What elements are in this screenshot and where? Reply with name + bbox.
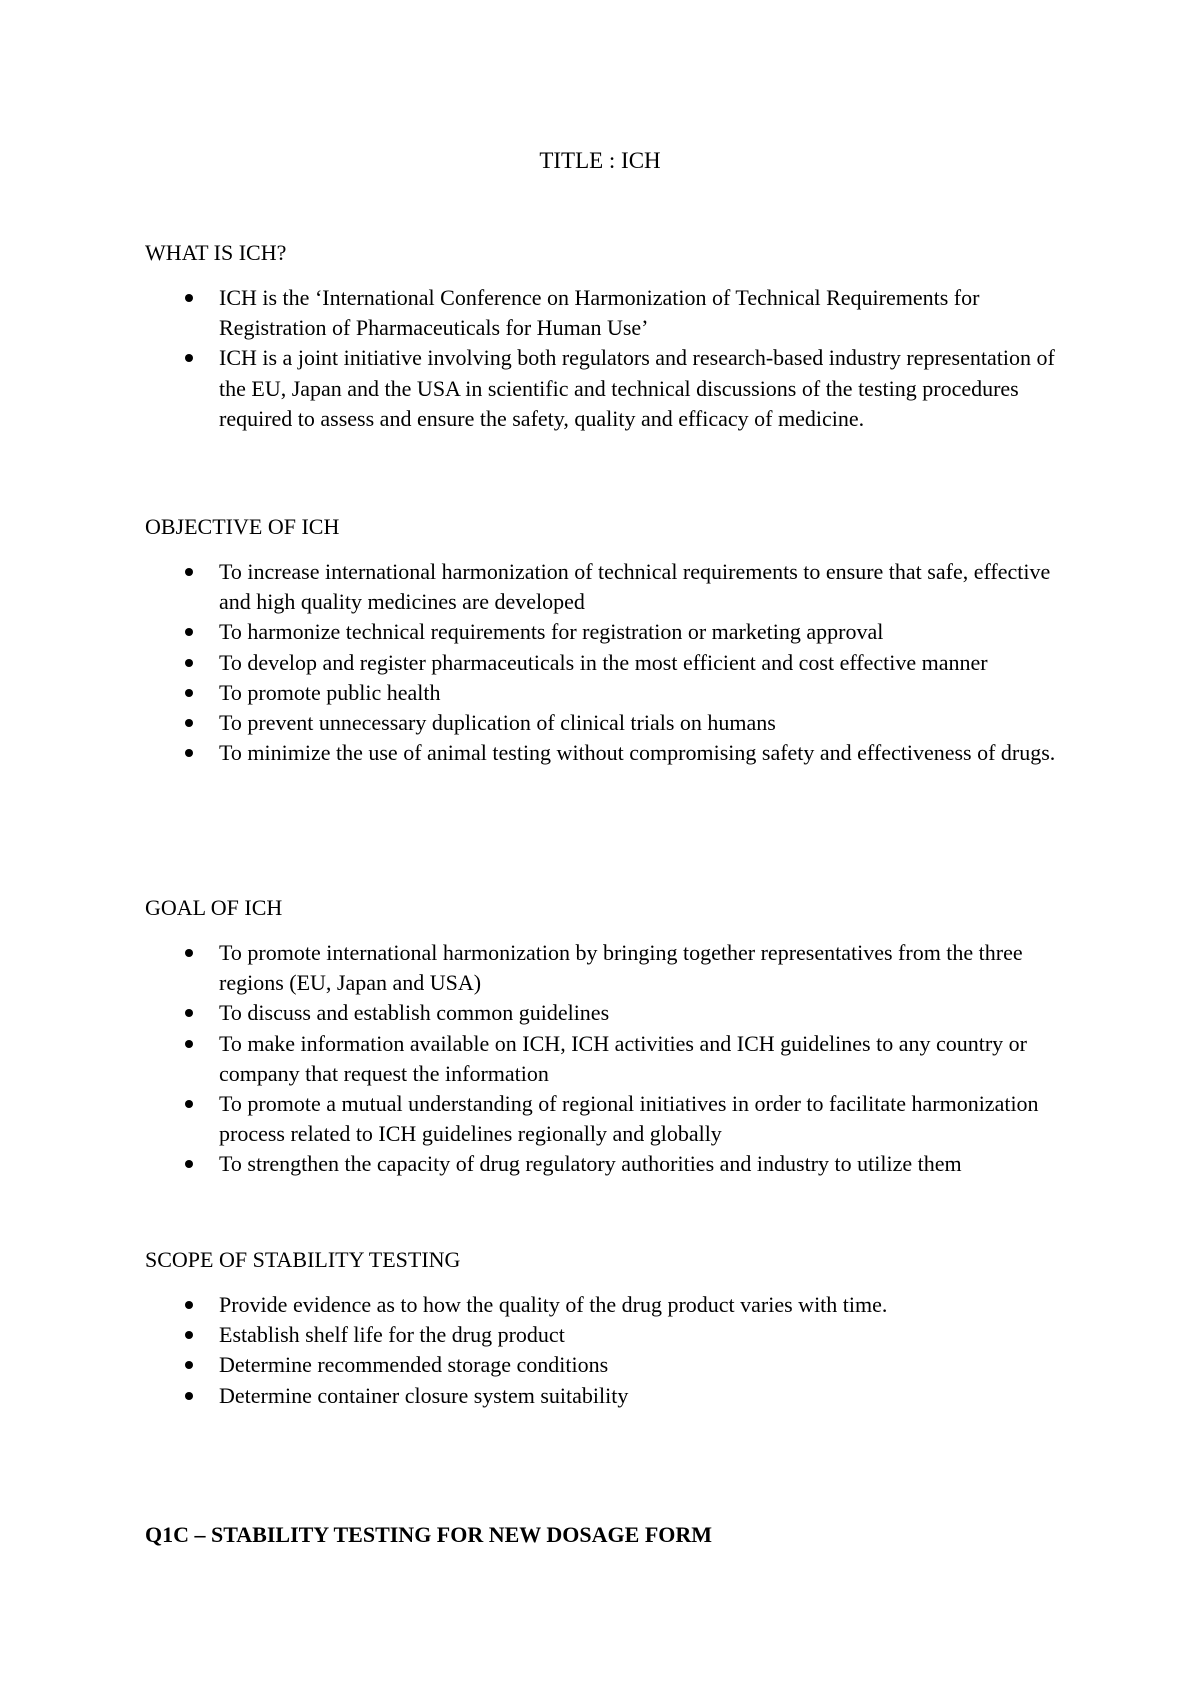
list-item-text: To promote public health — [219, 679, 441, 705]
list-item — [145, 678, 1065, 708]
bullet-icon — [185, 1100, 193, 1108]
section-list-what-is-ich — [145, 283, 1065, 434]
document-title: TITLE : ICH — [539, 148, 661, 173]
section-heading-scope: SCOPE OF STABILITY TESTING — [145, 1247, 461, 1272]
list-item — [145, 1089, 1065, 1149]
bullet-icon — [185, 749, 193, 757]
list-item — [145, 1381, 1065, 1411]
bullet-icon — [185, 1331, 193, 1339]
list-item-text: Provide evidence as to how the quality of the drug product varies with time. — [219, 1292, 888, 1317]
list-item-text: To discuss and establish common guidelines — [219, 1000, 610, 1026]
section-heading-objective: OBJECTIVE OF ICH — [145, 514, 340, 539]
list-item-text: To harmonize technical requirements for registration or marketing approval — [219, 619, 884, 645]
bullet-icon — [185, 1361, 193, 1369]
bullet-icon — [185, 628, 193, 636]
section-list-scope — [145, 1290, 1065, 1411]
bullet-icon — [185, 1392, 193, 1400]
section-heading-what-is-ich: WHAT IS ICH? — [145, 240, 287, 265]
list-item — [145, 998, 1065, 1028]
list-item — [145, 1350, 1065, 1380]
list-item — [145, 708, 1065, 738]
list-item-text: Determine container closure system suitability — [219, 1382, 629, 1408]
list-item — [145, 648, 1065, 678]
list-item-text: Determine recommended storage conditions — [219, 1352, 609, 1378]
bullet-icon — [185, 689, 193, 697]
bullet-icon — [185, 1301, 193, 1309]
list-item-text: To strengthen the capacity of drug regulatory authorities and industry to utilize them — [219, 1151, 962, 1177]
list-item-text: To make information available on ICH, ICH activities and ICH guidelines to any country or company that request the information — [219, 1030, 1027, 1086]
list-item-text: To promote international harmonization by bringing together representatives from the three regions (EU, Japan and USA) — [219, 940, 1023, 996]
list-item — [145, 1290, 1065, 1320]
bullet-icon — [185, 1160, 193, 1168]
bullet-icon — [185, 719, 193, 727]
bullet-icon — [185, 354, 193, 362]
list-item — [145, 283, 1065, 343]
bullet-icon — [185, 1040, 193, 1048]
list-item — [145, 1149, 1065, 1179]
list-item — [145, 938, 1065, 998]
list-item-text: To increase international harmonization of technical requirements to ensure that safe, effective and high quality medicines are developed — [219, 559, 1051, 615]
list-item-text: To develop and register pharmaceuticals in the most efficient and cost effective manner — [219, 649, 988, 675]
section-heading-q1c: Q1C – STABILITY TESTING FOR NEW DOSAGE FORM — [145, 1522, 713, 1547]
list-item-text: To prevent unnecessary duplication of clinical trials on humans — [219, 710, 776, 736]
list-item — [145, 557, 1065, 617]
list-item — [145, 738, 1065, 768]
list-item-text: ICH is the ‘International Conference on Harmonization of Technical Requirements for Registration of Pharmaceuticals for Human Use’ — [219, 285, 980, 341]
list-item-text: To minimize the use of animal testing without compromising safety and effectiveness of drugs. — [219, 740, 1056, 766]
bullet-icon — [185, 949, 193, 957]
list-item-text: ICH is a joint initiative involving both regulators and research-based industry representation of the EU, Japan and the USA in scientific and technical discussions of the testing procedures required to assess and ensure the safety, quality and efficacy of medicine. — [219, 345, 1055, 431]
bullet-icon — [185, 568, 193, 576]
list-item — [145, 343, 1065, 434]
list-item-text: Establish shelf life for the drug product — [219, 1322, 565, 1348]
section-heading-goal: GOAL OF ICH — [145, 895, 283, 920]
section-list-goal — [145, 938, 1065, 1180]
bullet-icon — [185, 294, 193, 302]
list-item — [145, 617, 1065, 647]
section-list-objective — [145, 557, 1065, 768]
bullet-icon — [185, 659, 193, 667]
list-item — [145, 1320, 1065, 1350]
list-item — [145, 1029, 1065, 1089]
bullet-icon — [185, 1009, 193, 1017]
list-item-text: To promote a mutual understanding of regional initiatives in order to facilitate harmonization process related to ICH guidelines regionally and globally — [219, 1091, 1039, 1147]
